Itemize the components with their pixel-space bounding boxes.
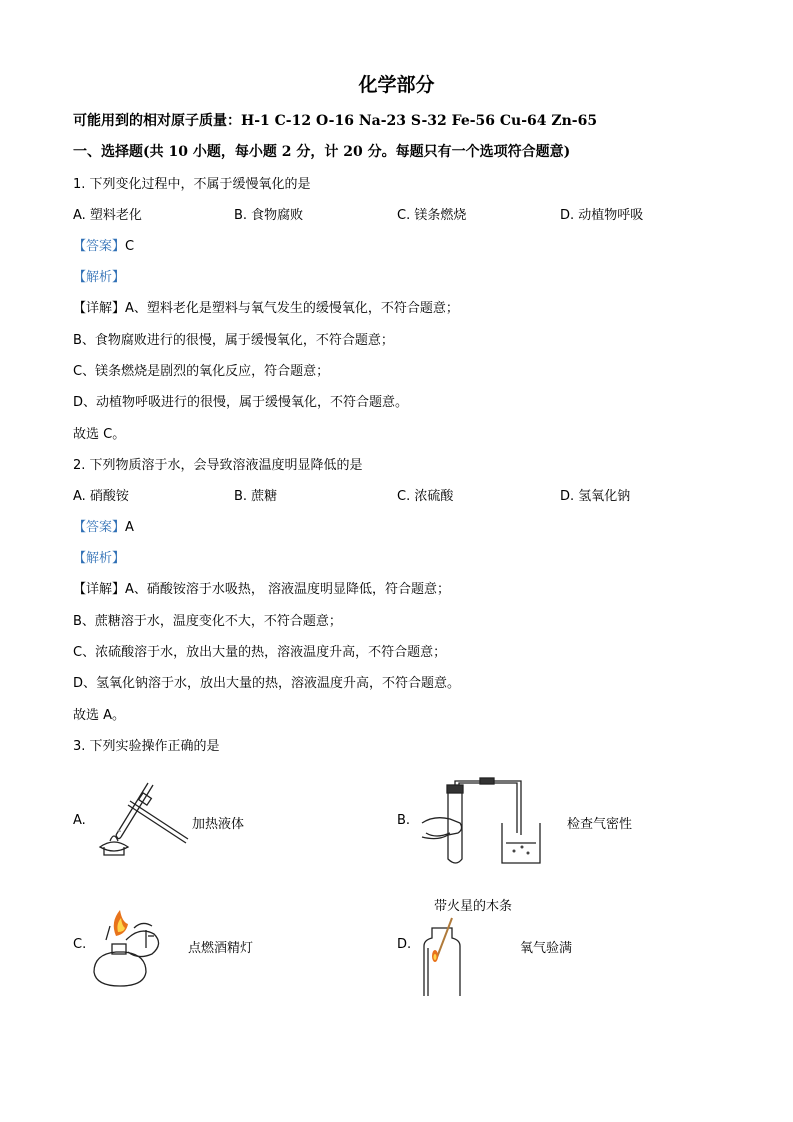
q2-detail-line: B、蔗糖溶于水，温度变化不大，不符合题意； (73, 614, 342, 629)
q1-option-b: B. 食物腐败 (234, 208, 304, 223)
oxygen-full-check-illustration (418, 912, 468, 1002)
q2-analysis-label: 【解析】 (73, 551, 126, 566)
atomic-masses: 可能用到的相对原子质量：H-1 C-12 O-16 Na-23 S-32 Fe-56 Cu-64 Zn-65 (73, 113, 598, 129)
q3-option-a-caption: 加热液体 (192, 817, 245, 832)
question-3-stem: 3. 下列实验操作正确的是 (73, 739, 220, 754)
section-heading: 一、选择题(共 10 小题，每小题 2 分，计 20 分。每题只有一个选项符合题意) (73, 144, 571, 160)
q2-option-a: A. 硝酸铵 (73, 489, 129, 504)
q2-detail-line: D、氢氧化钠溶于水，放出大量的热，溶液温度升高，不符合题意。 (73, 676, 461, 691)
heating-liquid-illustration (88, 775, 193, 865)
q2-option-b: B. 蔗糖 (234, 489, 278, 504)
q3-option-a-letter: A. (73, 813, 86, 828)
question-1-stem: 1. 下列变化过程中，不属于缓慢氧化的是 (73, 177, 311, 192)
answer-value: A (125, 520, 134, 535)
q3-option-c-letter: C. (73, 937, 87, 952)
q2-detail-line: C、浓硫酸溶于水，放出大量的热，溶液温度升高，不符合题意； (73, 645, 447, 660)
q3-option-d-label: 带火星的木条 (434, 899, 513, 914)
q3-option-b-letter: B. (397, 813, 411, 828)
q1-detail-line: B、食物腐败进行的很慢，属于缓慢氧化，不符合题意； (73, 333, 394, 348)
page-title: 化学部分 (358, 74, 435, 96)
q2-option-d: D. 氢氧化钠 (560, 489, 631, 504)
answer-label: 【答案】 (73, 520, 126, 535)
airtightness-check-illustration (418, 775, 548, 870)
q2-option-c: C. 浓硫酸 (397, 489, 454, 504)
answer-label: 【答案】 (73, 239, 126, 254)
q1-analysis-label: 【解析】 (73, 270, 126, 285)
q1-option-d: D. 动植物呼吸 (560, 208, 644, 223)
question-2-stem: 2. 下列物质溶于水，会导致溶液温度明显降低的是 (73, 458, 363, 473)
q3-option-b-caption: 检查气密性 (567, 817, 633, 832)
q1-conclusion: 故选 C。 (73, 427, 126, 442)
q2-answer (73, 516, 134, 535)
q3-option-d-caption: 氧气验满 (520, 941, 573, 956)
q2-detail-line: 【详解】A、硝酸铵溶于水吸热， 溶液温度明显降低，符合题意； (73, 582, 451, 597)
answer-value: C (125, 239, 135, 254)
q1-detail-line: C、镁条燃烧是剧烈的氧化反应，符合题意； (73, 364, 330, 379)
q1-detail-line: D、动植物呼吸进行的很慢，属于缓慢氧化，不符合题意。 (73, 395, 409, 410)
q1-option-a: A. 塑料老化 (73, 208, 142, 223)
q2-conclusion: 故选 A。 (73, 708, 126, 723)
q3-option-d-letter: D. (397, 937, 412, 952)
lighting-alcohol-lamp-illustration (86, 900, 176, 992)
q1-detail-line: 【详解】A、塑料老化是塑料与氧气发生的缓慢氧化，不符合题意； (73, 301, 459, 316)
q3-option-c-caption: 点燃酒精灯 (188, 941, 254, 956)
q1-option-c: C. 镁条燃烧 (397, 208, 467, 223)
q1-answer (73, 235, 134, 254)
